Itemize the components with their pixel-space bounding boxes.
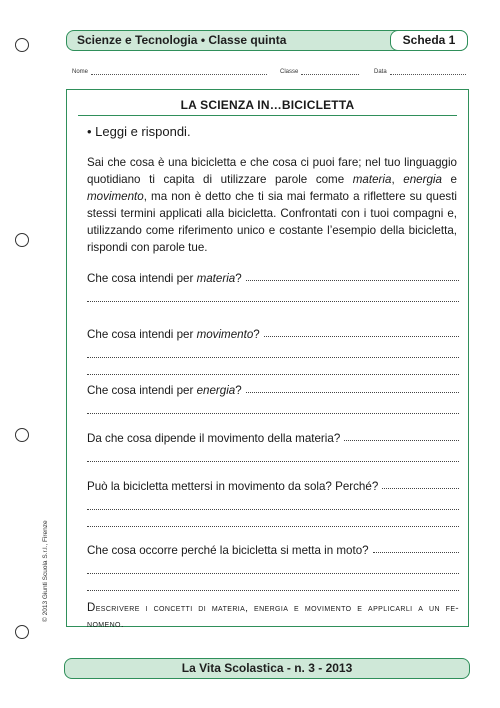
question-text: Che cosa intendi per materia? (87, 272, 242, 285)
binder-hole (15, 233, 29, 247)
question-1 (87, 268, 459, 302)
subject-title: Scienze e Tecnologia • Classe quinta (77, 33, 287, 47)
title-underline (78, 115, 457, 116)
intro-text: Sai che cosa è una bicicletta e che cosa ci puoi fare; nel tuo linguaggio quotidiano ti capita di utilizzare parole come (87, 156, 457, 186)
name-blank[interactable] (91, 68, 267, 75)
header-band (66, 30, 468, 51)
sheet-number-badge: Scheda 1 (390, 30, 468, 51)
intro-paragraph (87, 154, 457, 256)
question-text: Da che cosa dipende il movimento della materia? (87, 432, 341, 445)
intro-text: e (441, 173, 457, 186)
answer-line[interactable] (87, 445, 459, 462)
answer-line[interactable] (246, 279, 459, 281)
copyright-notice: © 2013 Giunti Scuola S.r.l., Firenze (42, 520, 49, 622)
answer-line[interactable] (87, 285, 459, 302)
binder-hole (15, 428, 29, 442)
answer-line[interactable] (373, 551, 459, 553)
worksheet-title: LA SCIENZA IN…BICICLETTA (180, 98, 355, 112)
date-field[interactable] (374, 68, 466, 75)
name-field[interactable] (72, 68, 267, 75)
answer-line[interactable] (87, 493, 459, 510)
task-line: Descrivere i concetti di materia, energia e movimento e applicarli a un fe- (87, 602, 459, 614)
answer-line[interactable] (87, 510, 459, 527)
binder-hole (15, 38, 29, 52)
question-5 (87, 476, 459, 527)
answer-line[interactable] (87, 358, 459, 375)
class-field[interactable] (280, 68, 359, 75)
intro-term-materia: materia (352, 173, 392, 186)
answer-line[interactable] (87, 557, 459, 574)
question-text: Che cosa occorre perché la bicicletta si metta in moto? (87, 544, 369, 557)
binder-hole (15, 625, 29, 639)
class-blank[interactable] (301, 68, 359, 75)
answer-line[interactable] (344, 439, 459, 441)
answer-line[interactable] (87, 341, 459, 358)
intro-term-energia: energia (403, 173, 442, 186)
answer-line[interactable] (246, 391, 459, 393)
question-4 (87, 428, 459, 462)
intro-text: , (391, 173, 404, 186)
name-label: Nome (72, 69, 89, 75)
task-instruction (87, 600, 459, 632)
answer-line[interactable] (87, 574, 459, 591)
intro-term-movimento: movimento (87, 190, 144, 203)
question-text: Che cosa intendi per energia? (87, 384, 242, 397)
question-2 (87, 324, 459, 375)
instruction-text: • Leggi e rispondi. (87, 124, 191, 139)
question-3 (87, 380, 459, 414)
student-fields (72, 68, 472, 80)
question-text: Può la bicicletta mettersi in movimento da sola? Perché? (87, 480, 379, 493)
task-line: nomeno. (87, 619, 124, 630)
intro-text: , ma non è detto che ti sia mai fermato a riflettere su questi stessi termini applicati alla bicicletta. Confrontati con i tuoi compagni e, utilizzando come riferimento unico e costante l’esempio della bicicletta, rispondi con parole tue. (87, 190, 457, 254)
question-6 (87, 540, 459, 591)
class-label: Classe (280, 69, 299, 75)
footer-band: La Vita Scolastica - n. 3 - 2013 (64, 658, 470, 679)
answer-line[interactable] (264, 335, 459, 337)
answer-line[interactable] (382, 487, 459, 489)
answer-line[interactable] (87, 397, 459, 414)
date-label: Data (374, 69, 387, 75)
date-blank[interactable] (390, 68, 466, 75)
question-text: Che cosa intendi per movimento? (87, 328, 260, 341)
worksheet-box (66, 89, 469, 630)
